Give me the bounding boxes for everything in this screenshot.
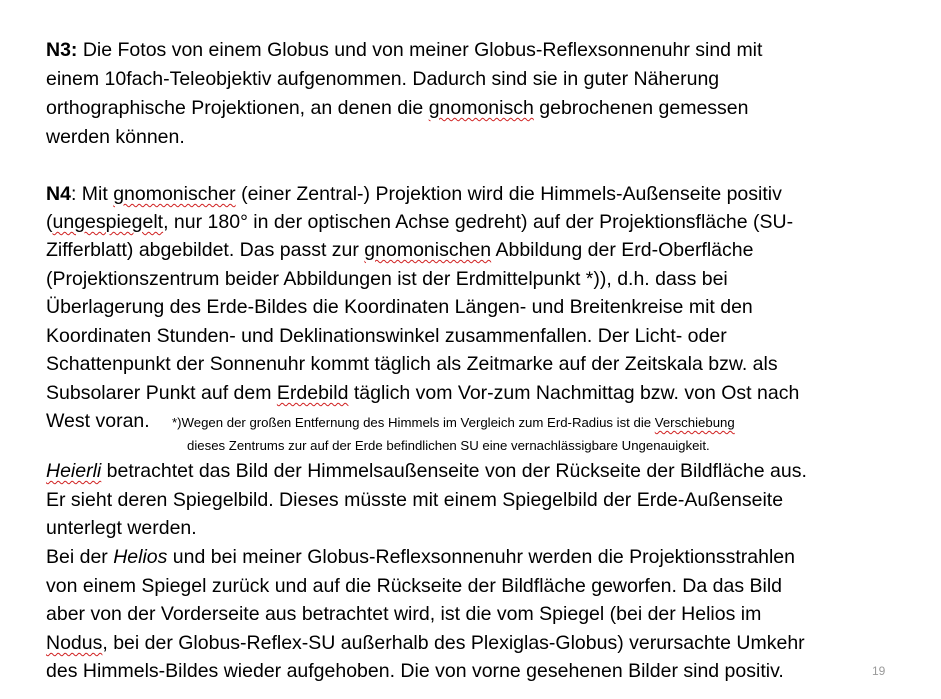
n4-label: N4 [46, 183, 71, 205]
n4-line-2 [46, 211, 793, 233]
n4-line-9 [46, 410, 150, 432]
n4-line-6 [46, 325, 727, 347]
heierli-line-1 [46, 460, 807, 482]
heierli-line-3 [46, 517, 197, 539]
n3-line-3 [46, 97, 749, 119]
text: aber von der Vorderseite aus betrachtet wird, ist die vom Spiegel (bei der Helios im [46, 603, 762, 625]
footnote-line-1 [172, 415, 735, 431]
text: , nur 180° in der optischen Achse gedreht) auf der Projektionsfläche (SU- [163, 211, 794, 233]
n3-line-2 [46, 68, 719, 90]
spellcheck-word: gnomonischer [113, 183, 236, 205]
spellcheck-word: Erdebild [276, 382, 349, 404]
text: werden können. [46, 126, 185, 148]
spellcheck-word: gnomonisch [428, 97, 534, 119]
text: Schattenpunkt der Sonnenuhr kommt täglich als Zeitmarke auf der Zeitskala bzw. als [46, 353, 778, 375]
text: West voran. [46, 410, 150, 432]
spellcheck-word: ungespiegelt [52, 211, 164, 233]
text: Die Fotos von einem Globus und von meiner Globus-Reflexsonnenuhr sind mit [77, 39, 763, 61]
text: unterlegt werden. [46, 517, 197, 539]
text: Überlagerung des Erde-Bildes die Koordinaten Längen- und Breitenkreise mit den [46, 296, 753, 318]
heierli-line-2 [46, 489, 783, 511]
text: Abbildung der Erd-Oberfläche [491, 239, 754, 261]
text: einem 10fach-Teleobjektiv aufgenommen. Dadurch sind sie in guter Näherung [46, 68, 720, 90]
helios-line-2 [46, 575, 782, 597]
text: Zifferblatt) abgebildet. Das passt zur [46, 239, 365, 261]
n4-line-8 [46, 382, 799, 404]
text: Er sieht deren Spiegelbild. Dieses müsste mit einem Spiegelbild der Erde-Außenseite [46, 489, 784, 511]
n4-line-7 [46, 353, 778, 375]
text: betrachtet das Bild der Himmelsaußenseite von der Rückseite der Bildfläche aus. [101, 460, 807, 482]
helios-line-5 [46, 660, 784, 682]
n3-line-1 [46, 39, 762, 61]
spellcheck-word: gnomonischen [364, 239, 492, 261]
text: ( [46, 211, 53, 233]
n4-line-3 [46, 239, 753, 261]
n4-line-5 [46, 296, 753, 318]
text: (einer Zentral-) Projektion wird die Himmels-Außenseite positiv [235, 183, 782, 205]
n4-line-1 [46, 183, 782, 205]
helios-line-3 [46, 603, 761, 625]
text: , bei der Globus-Reflex-SU außerhalb des Plexiglas-Globus) verursachte Umkehr [102, 632, 805, 654]
text: Koordinaten Stunden- und Deklinationswinkel zusammenfallen. Der Licht- oder [46, 325, 727, 347]
spellcheck-word: Nodus [46, 632, 103, 654]
text: und bei meiner Globus-Reflexsonnenuhr werden die Projektionsstrahlen [167, 546, 795, 568]
helios-line-4 [46, 632, 805, 654]
text: dieses Zentrums zur auf der Erde befindlichen SU eine vernachlässigbare Ungenauigkeit. [187, 438, 710, 453]
text: täglich vom Vor-zum Nachmittag bzw. von Ost nach [348, 382, 800, 404]
footnote-line-2 [187, 438, 710, 454]
page-number: 19 [872, 664, 886, 678]
spellcheck-word: Heierli [46, 460, 102, 482]
text: orthographische Projektionen, an denen die [46, 97, 429, 119]
spellcheck-word: Verschiebung [654, 415, 735, 430]
text: von einem Spiegel zurück und auf die Rückseite der Bildfläche geworfen. Da das Bild [46, 575, 783, 597]
text: Bei der [46, 546, 114, 568]
text: (Projektionszentrum beider Abbildungen ist der Erdmittelpunkt *)), d.h. dass bei [46, 268, 728, 290]
n4-line-4 [46, 268, 728, 290]
text: gebrochenen gemessen [533, 97, 749, 119]
text: Helios [113, 546, 168, 568]
n3-line-4 [46, 126, 185, 148]
text: : Mit [70, 183, 114, 205]
text: des Himmels-Bildes wieder aufgehoben. Die von vorne gesehenen Bilder sind positiv. [46, 660, 784, 682]
n3-label: N3: [46, 39, 78, 61]
helios-line-1 [46, 546, 795, 568]
text: *)Wegen der großen Entfernung des Himmels im Vergleich zum Erd-Radius ist die [172, 415, 655, 430]
text: Subsolarer Punkt auf dem [46, 382, 277, 404]
